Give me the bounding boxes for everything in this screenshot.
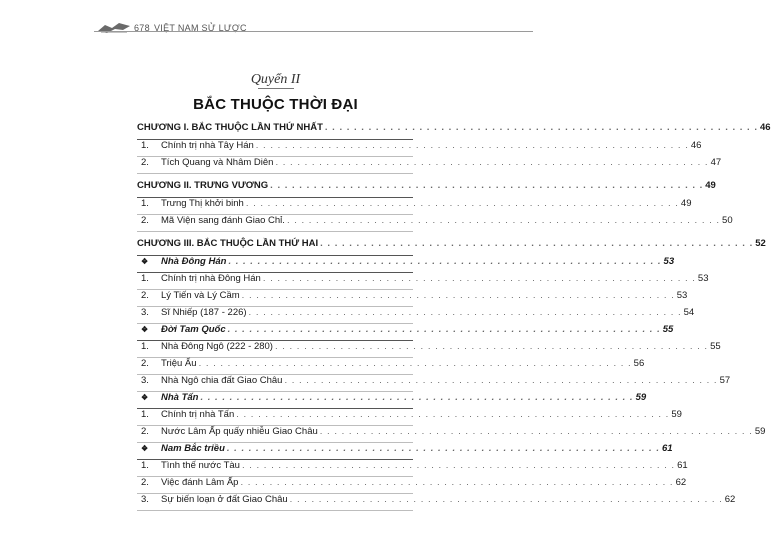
- volume-underline: [258, 88, 294, 89]
- toc-item-row: [137, 140, 702, 157]
- toc-item-number: 3.: [141, 494, 149, 505]
- toc-entry-title: Lý Tiến và Lý Cầm: [161, 290, 240, 301]
- table-of-contents: [137, 122, 771, 511]
- toc-entry-title: CHƯƠNG I. BẮC THUỘC LẦN THỨ NHẤT: [137, 122, 323, 133]
- toc-item-row: [137, 494, 736, 511]
- dot-leader: . . . . . . . . . . . . . . . . . . . . . . . . . . . . . . . . . . . . . . . . . . . . . . . . . . . . . . . . . . . .: [270, 180, 704, 191]
- toc-item-number: 2.: [141, 358, 149, 369]
- toc-chapter-row: [137, 238, 766, 256]
- toc-page-number: 56: [633, 358, 645, 369]
- toc-subsection-row: [137, 392, 647, 409]
- toc-entry-title: Nhà Đông Ngô (222 - 280): [161, 341, 273, 352]
- section-title: BẮC THUỘC THỜI ĐẠI: [193, 96, 358, 113]
- toc-item-number: 1.: [141, 409, 149, 420]
- toc-page-number: 52: [755, 238, 766, 249]
- diamond-bullet-icon: ❖: [141, 393, 149, 402]
- toc-entry-title: CHƯƠNG III. BẮC THUỘC LẦN THỨ HAI: [137, 238, 319, 249]
- toc-entry-title: Tình thế nước Tàu: [161, 460, 240, 471]
- dot-leader: . . . . . . . . . . . . . . . . . . . . . . . . . . . . . . . . . . . . . . . . . . . . . . . . . . . . . . . . . . . .: [248, 307, 682, 318]
- toc-entry-title: Tích Quang và Nhâm Diên: [161, 157, 274, 168]
- dot-leader: . . . . . . . . . . . . . . . . . . . . . . . . . . . . . . . . . . . . . . . . . . . . . . . . . . . . . . . . . . . .: [200, 392, 634, 403]
- toc-item-row: [137, 273, 709, 290]
- dot-leader: . . . . . . . . . . . . . . . . . . . . . . . . . . . . . . . . . . . . . . . . . . . . . . . . . . . . . . . . . . . .: [262, 273, 696, 284]
- toc-item-row: [137, 157, 722, 174]
- toc-page-number: 61: [677, 460, 688, 471]
- toc-page-number: 55: [710, 341, 721, 352]
- book-title: VIỆT NAM SỬ LƯỢC: [154, 23, 247, 33]
- toc-entry-title: Nam Bắc triều: [161, 443, 225, 454]
- toc-item-row: [137, 426, 766, 443]
- dot-leader: . . . . . . . . . . . . . . . . . . . . . . . . . . . . . . . . . . . . . . . . . . . . . . . . . . . . . . . . . . . .: [284, 375, 718, 386]
- toc-page-number: 46: [690, 140, 702, 151]
- toc-entry-title: Trưng Thị khởi binh: [161, 198, 244, 209]
- toc-item-row: [137, 358, 645, 375]
- toc-entry-title: Nước Lâm Ấp quấy nhiễu Giao Châu: [161, 426, 318, 437]
- toc-item-row: [137, 290, 688, 307]
- toc-entry-title: Sự biến loạn ở đất Giao Châu: [161, 494, 288, 505]
- toc-chapter-row: [137, 180, 716, 198]
- toc-entry-title: Triệu Ẩu: [161, 358, 197, 369]
- toc-item-number: 1.: [141, 198, 149, 209]
- toc-entry-title: Sĩ Nhiếp (187 - 226): [161, 307, 247, 318]
- dot-leader: . . . . . . . . . . . . . . . . . . . . . . . . . . . . . . . . . . . . . . . . . . . . . . . . . . . . . . . . . . . .: [274, 341, 709, 352]
- diamond-bullet-icon: ❖: [141, 444, 149, 453]
- toc-entry-title: Nhà Tấn: [161, 392, 199, 403]
- diamond-bullet-icon: ❖: [141, 325, 149, 334]
- toc-item-number: 2.: [141, 426, 149, 437]
- dot-leader: . . . . . . . . . . . . . . . . . . . . . . . . . . . . . . . . . . . . . . . . . . . . . . . . . . . . . . . . . . . .: [226, 443, 660, 454]
- toc-page-number: 55: [662, 324, 674, 335]
- toc-page-number: 47: [710, 157, 722, 168]
- toc-entry-title: CHƯƠNG II. TRƯNG VƯƠNG: [137, 180, 269, 191]
- toc-page-number: 46: [759, 122, 771, 133]
- toc-item-number: 3.: [141, 375, 149, 386]
- toc-item-number: 1.: [141, 460, 149, 471]
- toc-entry-title: Nhà Đông Hán: [161, 256, 227, 267]
- dot-leader: . . . . . . . . . . . . . . . . . . . . . . . . . . . . . . . . . . . . . . . . . . . . . . . . . . . . . . . . . . . .: [241, 460, 676, 471]
- dot-leader: . . . . . . . . . . . . . . . . . . . . . . . . . . . . . . . . . . . . . . . . . . . . . . . . . . . . . . . . . . . .: [245, 198, 679, 209]
- toc-page-number: 53: [676, 290, 688, 301]
- toc-chapter-row: [137, 122, 771, 140]
- toc-subsection-row: [137, 324, 674, 341]
- dot-leader: . . . . . . . . . . . . . . . . . . . . . . . . . . . . . . . . . . . . . . . . . . . . . . . . . . . . . . . . . . . .: [227, 324, 661, 335]
- publisher-logo-icon: [97, 22, 131, 34]
- toc-item-row: [137, 460, 688, 477]
- dot-leader: . . . . . . . . . . . . . . . . . . . . . . . . . . . . . . . . . . . . . . . . . . . . . . . . . . . . . . . . . . . .: [236, 409, 670, 420]
- toc-entry-title: Mã Viện sang đánh Giao Chỉ.: [161, 215, 285, 226]
- diamond-bullet-icon: ❖: [141, 257, 149, 266]
- header-divider: [94, 31, 533, 32]
- volume-heading: Quyển II: [250, 72, 301, 87]
- toc-item-number: 2.: [141, 477, 149, 488]
- toc-item-number: 3.: [141, 307, 149, 318]
- toc-page-number: 53: [697, 273, 709, 284]
- toc-entry-title: Đời Tam Quốc: [161, 324, 226, 335]
- dot-leader: . . . . . . . . . . . . . . . . . . . . . . . . . . . . . . . . . . . . . . . . . . . . . . . . . . . . . . . . . . . .: [289, 494, 723, 505]
- toc-entry-title: Chính trị nhà Đông Hán: [161, 273, 261, 284]
- toc-page-number: 54: [683, 307, 695, 318]
- toc-page-number: 62: [724, 494, 736, 505]
- dot-leader: . . . . . . . . . . . . . . . . . . . . . . . . . . . . . . . . . . . . . . . . . . . . . . . . . . . . . . . . . . . .: [240, 477, 674, 488]
- dot-leader: . . . . . . . . . . . . . . . . . . . . . . . . . . . . . . . . . . . . . . . . . . . . . . . . . . . . . . . . . . . .: [198, 358, 632, 369]
- toc-page-number: 61: [661, 443, 673, 454]
- toc-item-number: 1.: [141, 273, 149, 284]
- toc-item-row: [137, 477, 687, 494]
- toc-item-row: [137, 198, 692, 215]
- toc-item-number: 2.: [141, 290, 149, 301]
- toc-entry-title: Việc đánh Lâm Ấp: [161, 477, 239, 488]
- toc-item-number: 2.: [141, 215, 149, 226]
- toc-item-row: [137, 215, 733, 232]
- toc-page-number: 50: [722, 215, 733, 226]
- toc-item-row: [137, 409, 682, 426]
- toc-page-number: 49: [705, 180, 716, 191]
- toc-item-number: 1.: [141, 341, 149, 352]
- toc-item-row: [137, 307, 695, 324]
- running-header: [0, 0, 551, 44]
- dot-leader: . . . . . . . . . . . . . . . . . . . . . . . . . . . . . . . . . . . . . . . . . . . . . . . . . . . . . . . . . . . .: [241, 290, 675, 301]
- toc-page-number: 59: [754, 426, 766, 437]
- toc-page-number: 62: [675, 477, 687, 488]
- toc-page-number: 59: [635, 392, 647, 403]
- toc-item-row: [137, 341, 721, 358]
- dot-leader: . . . . . . . . . . . . . . . . . . . . . . . . . . . . . . . . . . . . . . . . . . . . . . . . . . . . . . . . . . . .: [275, 157, 709, 168]
- dot-leader: . . . . . . . . . . . . . . . . . . . . . . . . . . . . . . . . . . . . . . . . . . . . . . . . . . . . . . . . . . . .: [324, 122, 758, 133]
- dot-leader: . . . . . . . . . . . . . . . . . . . . . . . . . . . . . . . . . . . . . . . . . . . . . . . . . . . . . . . . . . . .: [320, 238, 754, 249]
- toc-subsection-row: [137, 256, 675, 273]
- toc-item-row: [137, 375, 731, 392]
- dot-leader: . . . . . . . . . . . . . . . . . . . . . . . . . . . . . . . . . . . . . . . . . . . . . . . . . . . . . . . . . . . .: [319, 426, 753, 437]
- toc-page-number: 53: [663, 256, 675, 267]
- dot-leader: . . . . . . . . . . . . . . . . . . . . . . . . . . . . . . . . . . . . . . . . . . . . . . . . . . . . . . . . . . . .: [286, 215, 721, 226]
- dot-leader: . . . . . . . . . . . . . . . . . . . . . . . . . . . . . . . . . . . . . . . . . . . . . . . . . . . . . . . . . . . .: [228, 256, 662, 267]
- toc-entry-title: Nhà Ngô chia đất Giao Châu: [161, 375, 283, 386]
- toc-subsection-row: [137, 443, 673, 460]
- page-number: 678: [134, 23, 150, 33]
- toc-page-number: 57: [719, 375, 731, 386]
- toc-item-number: 2.: [141, 157, 149, 168]
- toc-item-number: 1.: [141, 140, 149, 151]
- toc-page-number: 49: [680, 198, 692, 209]
- toc-entry-title: Chính trị nhà Tây Hán: [161, 140, 254, 151]
- toc-page-number: 59: [671, 409, 682, 420]
- toc-entry-title: Chính trị nhà Tấn: [161, 409, 235, 420]
- dot-leader: . . . . . . . . . . . . . . . . . . . . . . . . . . . . . . . . . . . . . . . . . . . . . . . . . . . . . . . . . . . .: [255, 140, 689, 151]
